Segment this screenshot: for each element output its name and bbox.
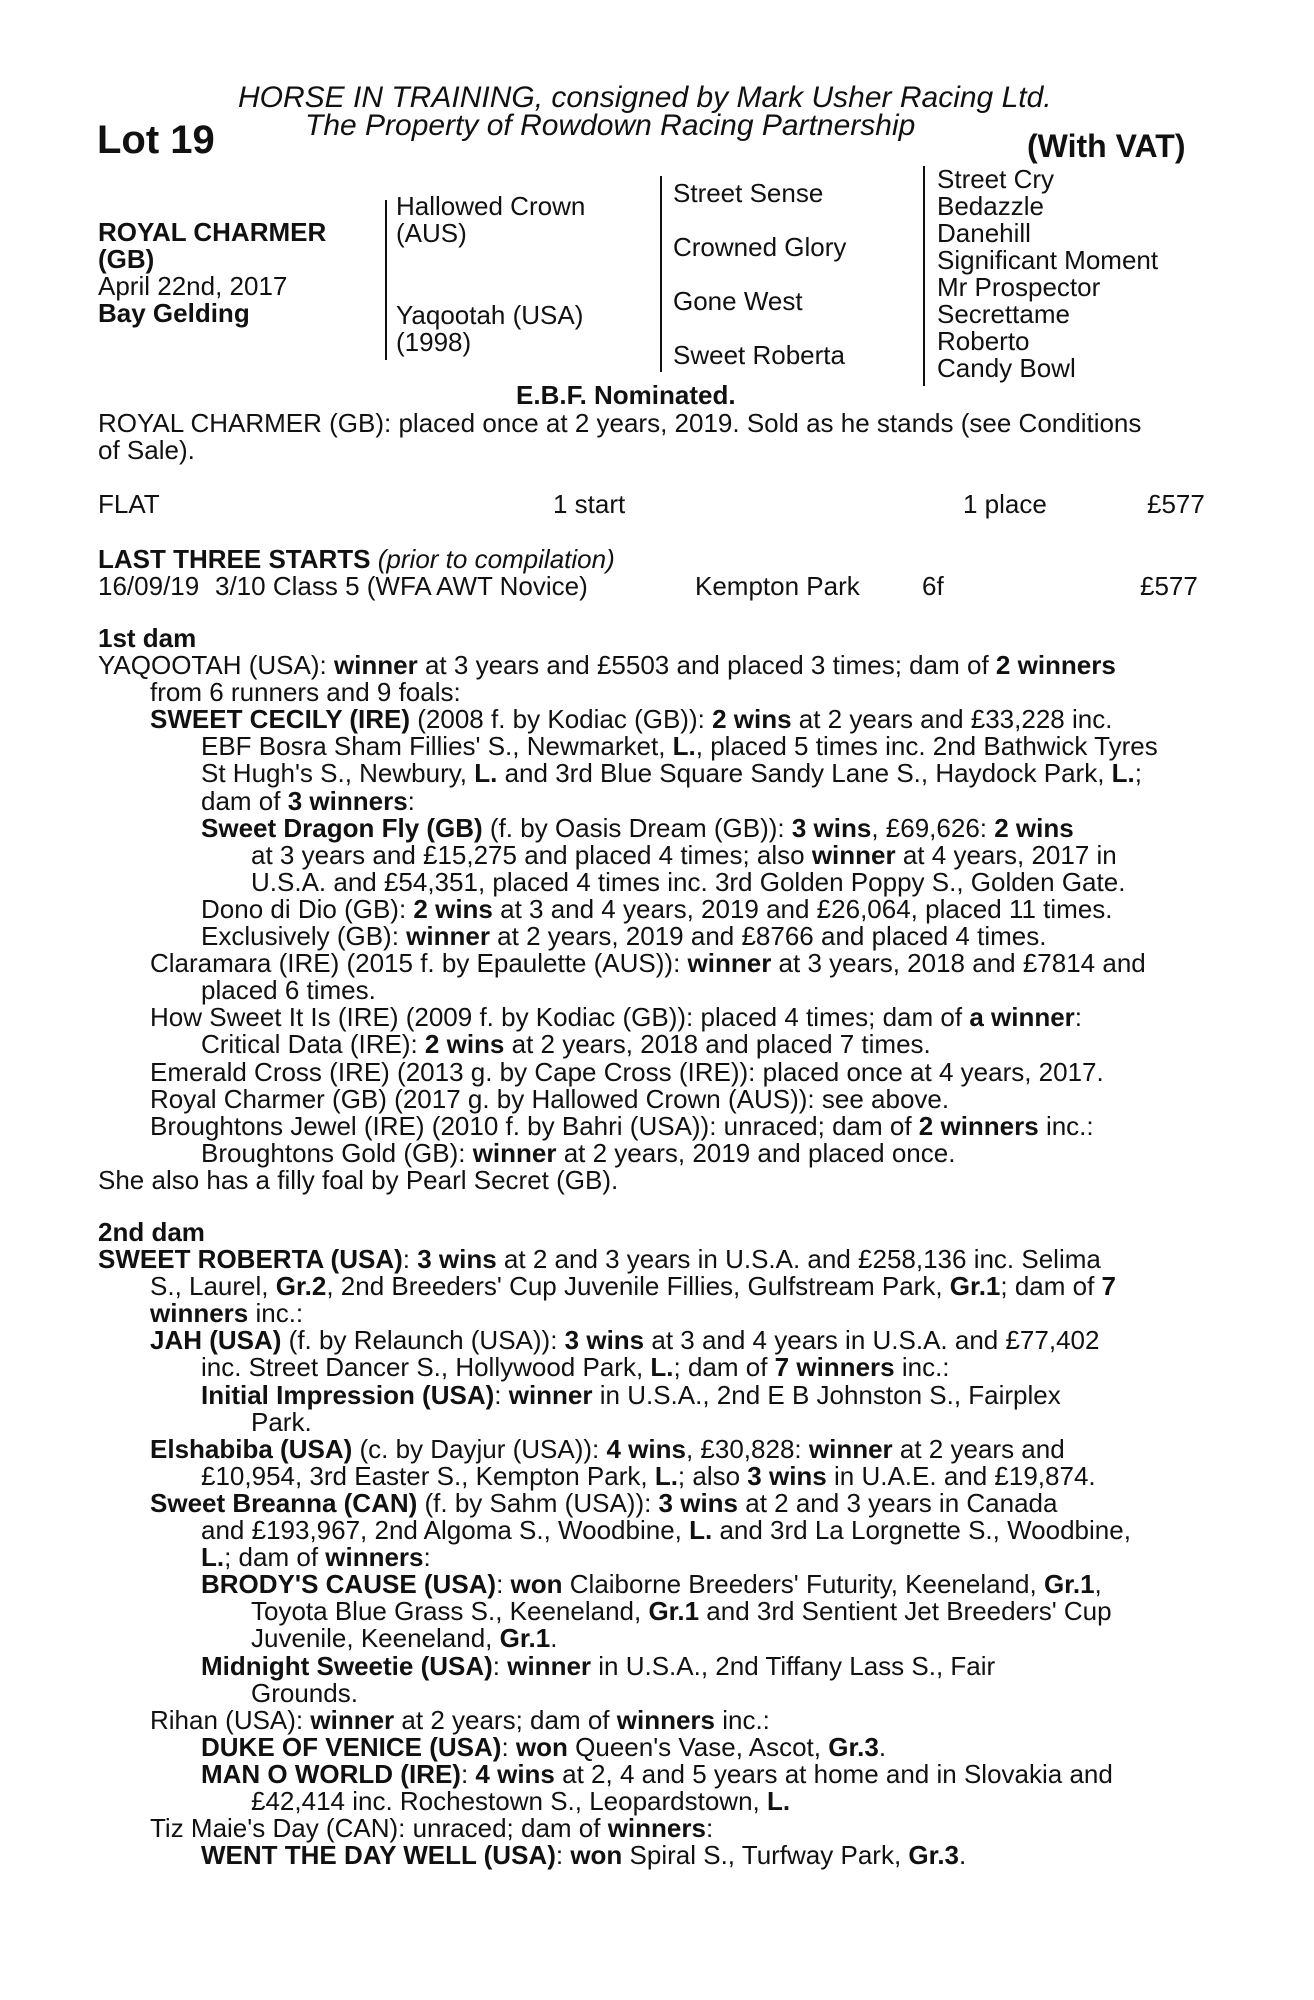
rihan-line: Rihan (USA): winner at 2 years; dam of winners inc.: (150, 1704, 770, 1735)
initial-impression-line-1: Initial Impression (USA): winner in U.S.A., 2nd E B Johnston S., Fairplex (201, 1379, 1061, 1410)
critical-data-line: Critical Data (IRE): 2 wins at 2 years, 2018 and placed 7 times. (201, 1029, 931, 1060)
broughtons-gold-line: Broughtons Gold (GB): winner at 2 years, 2019 and placed once. (201, 1137, 956, 1168)
record-type: FLAT (98, 489, 160, 519)
went-the-day-well-line: WENT THE DAY WELL (USA): won Spiral S., Turfway Park, Gr.3. (201, 1840, 967, 1871)
initial-impression-line-2: Park. (251, 1406, 312, 1437)
sweet-cecily-line-4: dam of 3 winners: (201, 785, 415, 816)
jah-line-1: JAH (USA) (f. by Relaunch (USA)): 3 wins at 3 and 4 years in U.S.A. and £77,402 (150, 1325, 1100, 1356)
brodys-cause-line-2: Toyota Blue Grass S., Keeneland, Gr.1 and 3rd Sentient Jet Breeders' Cup (251, 1596, 1112, 1627)
sweet-roberta-line-1: SWEET ROBERTA (USA): 3 wins at 2 and 3 years in U.S.A. and £258,136 inc. Selima (98, 1244, 1101, 1275)
grandsire-4: Sweet Roberta (673, 340, 845, 370)
start-distance: 6f (922, 571, 944, 601)
emerald-cross-line: Emerald Cross (IRE) (2013 g. by Cape Cross (IRE)): placed once at 4 years, 2017. (150, 1056, 1104, 1087)
horse-dob: April 22nd, 2017 (98, 271, 288, 301)
horse-name: ROYAL CHARMER (98, 217, 327, 247)
ancestor-3: Danehill (937, 218, 1031, 248)
claramara-line-1: Claramara (IRE) (2015 f. by Epaulette (AUS)): winner at 3 years, 2018 and £7814 and (150, 948, 1146, 979)
grandsire-3: Gone West (673, 286, 803, 316)
tiz-maies-day-line: Tiz Maie's Day (CAN): unraced; dam of winners: (150, 1813, 714, 1844)
ancestor-4: Significant Moment (937, 245, 1159, 275)
horse-type: Bay Gelding (98, 298, 250, 328)
sweet-breanna-line-1: Sweet Breanna (CAN) (f. by Sahm (USA)): 3 wins at 2 and 3 years in Canada (150, 1487, 1058, 1518)
sweet-breanna-line-3: L.; dam of winners: (201, 1542, 431, 1573)
grandsire-2: Crowned Glory (673, 232, 847, 262)
first-dam-heading: 1st dam (98, 623, 197, 653)
broughtons-jewel-line: Broughtons Jewel (IRE) (2010 f. by Bahri (USA)): unraced; dam of 2 winners inc.: (150, 1110, 1094, 1141)
record-places: 1 place (963, 489, 1047, 519)
start-result: 3/10 Class 5 (WFA AWT Novice) (215, 571, 588, 601)
sweet-cecily-line-2: EBF Bosra Sham Fillies' S., Newmarket, L., placed 5 times inc. 2nd Bathwick Tyres (201, 731, 1158, 762)
elshabiba-line-1: Elshabiba (USA) (c. by Dayjur (USA)): 4 wins, £30,828: winner at 2 years and (150, 1433, 1065, 1464)
ancestor-2: Bedazzle (937, 191, 1044, 221)
start-course: Kempton Park (695, 571, 860, 601)
pedigree-divider-3 (923, 166, 925, 386)
horse-origin: (GB) (98, 244, 155, 274)
sire-name: Hallowed Crown (396, 191, 586, 221)
start-prize: £577 (1140, 571, 1198, 601)
man-o-world-line-2: £42,414 inc. Rochestown S., Leopardstown, L. (251, 1785, 791, 1816)
owner-line: The Property of Rowdown Racing Partnership (305, 109, 916, 142)
ancestor-7: Roberto (937, 326, 1030, 356)
sweet-cecily-line-1: SWEET CECILY (IRE) (2008 f. by Kodiac (GB)): 2 wins at 2 years and £33,228 inc. (150, 704, 1113, 735)
ancestor-5: Mr Prospector (937, 272, 1101, 302)
sweet-roberta-line-3: winners inc.: (150, 1298, 304, 1329)
sweet-dragon-fly-line-2: at 3 years and £15,275 and placed 4 times; also winner at 4 years, 2017 in (251, 839, 1117, 870)
record-starts: 1 start (553, 489, 626, 519)
midnight-sweetie-line-2: Grounds. (251, 1677, 358, 1708)
dam-year: (1998) (396, 327, 472, 357)
sweet-roberta-line-2: S., Laurel, Gr.2, 2nd Breeders' Cup Juvenile Fillies, Gulfstream Park, Gr.1; dam of 7 (150, 1271, 1116, 1302)
lot-number: Lot 19 (97, 118, 215, 162)
ebf-nominated: E.B.F. Nominated. (516, 380, 736, 410)
man-o-world-line-1: MAN O WORLD (IRE): 4 wins at 2, 4 and 5 years at home and in Slovakia and (201, 1758, 1113, 1789)
summary-line-2: of Sale). (98, 435, 195, 465)
dam-name: Yaqootah (USA) (396, 300, 584, 330)
midnight-sweetie-line-1: Midnight Sweetie (USA): winner in U.S.A., 2nd Tiffany Lass S., Fair (201, 1650, 996, 1681)
consignor-line: HORSE IN TRAINING, consigned by Mark Usher Racing Ltd. (238, 81, 1052, 114)
sweet-dragon-fly-line-3: U.S.A. and £54,351, placed 4 times inc. 3rd Golden Poppy S., Golden Gate. (251, 866, 1126, 897)
sweet-dragon-fly-line-1: Sweet Dragon Fly (GB) (f. by Oasis Dream (GB)): 3 wins, £69,626: 2 wins (201, 812, 1074, 843)
second-dam-heading: 2nd dam (98, 1217, 205, 1247)
jah-line-2: inc. Street Dancer S., Hollywood Park, L.; dam of 7 winners inc.: (201, 1352, 950, 1383)
summary-line-1: ROYAL CHARMER (GB): placed once at 2 years, 2019. Sold as he stands (see Conditions (98, 408, 1142, 438)
elshabiba-line-2: £10,954, 3rd Easter S., Kempton Park, L.; also 3 wins in U.A.E. and £19,874. (201, 1460, 1096, 1491)
ancestor-1: Street Cry (937, 164, 1055, 194)
first-dam-line-cont: from 6 runners and 9 foals: (150, 677, 461, 708)
first-dam-section (98, 625, 1206, 1194)
ancestor-6: Secrettame (937, 299, 1070, 329)
grandsire-1: Street Sense (673, 178, 824, 208)
sweet-breanna-line-2: and £193,967, 2nd Algoma S., Woodbine, L. and 3rd La Lorgnette S., Woodbine, (201, 1515, 1131, 1546)
brodys-cause-line-1: BRODY'S CAUSE (USA): won Claiborne Breeders' Futurity, Keeneland, Gr.1, (201, 1569, 1102, 1600)
first-dam-line: YAQOOTAH (USA): winner at 3 years and £5503 and placed 3 times; dam of 2 winners (98, 650, 1116, 681)
ancestor-8: Candy Bowl (937, 353, 1076, 383)
start-date: 16/09/19 (98, 571, 200, 601)
last-three-heading: LAST THREE STARTS (prior to compilation) (98, 544, 615, 574)
claramara-line-2: placed 6 times. (201, 975, 376, 1006)
pedigree-divider-1 (385, 200, 387, 360)
duke-of-venice-line: DUKE OF VENICE (USA): won Queen's Vase, Ascot, Gr.3. (201, 1731, 887, 1762)
how-sweet-line: How Sweet It Is (IRE) (2009 f. by Kodiac (GB)): placed 4 times; dam of a winner: (150, 1002, 1083, 1033)
brodys-cause-line-3: Juvenile, Keeneland, Gr.1. (251, 1623, 558, 1654)
record-earnings: £577 (1147, 489, 1205, 519)
second-dam-section (98, 1219, 1206, 1869)
sire-origin: (AUS) (396, 218, 467, 248)
filly-foal-line: She also has a filly foal by Pearl Secret (GB). (98, 1164, 619, 1195)
royal-charmer-line: Royal Charmer (GB) (2017 g. by Hallowed Crown (AUS)): see above. (150, 1083, 950, 1114)
dono-di-dio-line: Dono di Dio (GB): 2 wins at 3 and 4 years, 2019 and £26,064, placed 11 times. (201, 893, 1113, 924)
vat-label: (With VAT) (1027, 128, 1186, 164)
exclusively-line: Exclusively (GB): winner at 2 years, 2019 and £8766 and placed 4 times. (201, 921, 1047, 952)
sweet-cecily-line-3: St Hugh's S., Newbury, L. and 3rd Blue Square Sandy Lane S., Haydock Park, L.; (201, 758, 1142, 789)
pedigree-divider-2 (660, 176, 662, 372)
